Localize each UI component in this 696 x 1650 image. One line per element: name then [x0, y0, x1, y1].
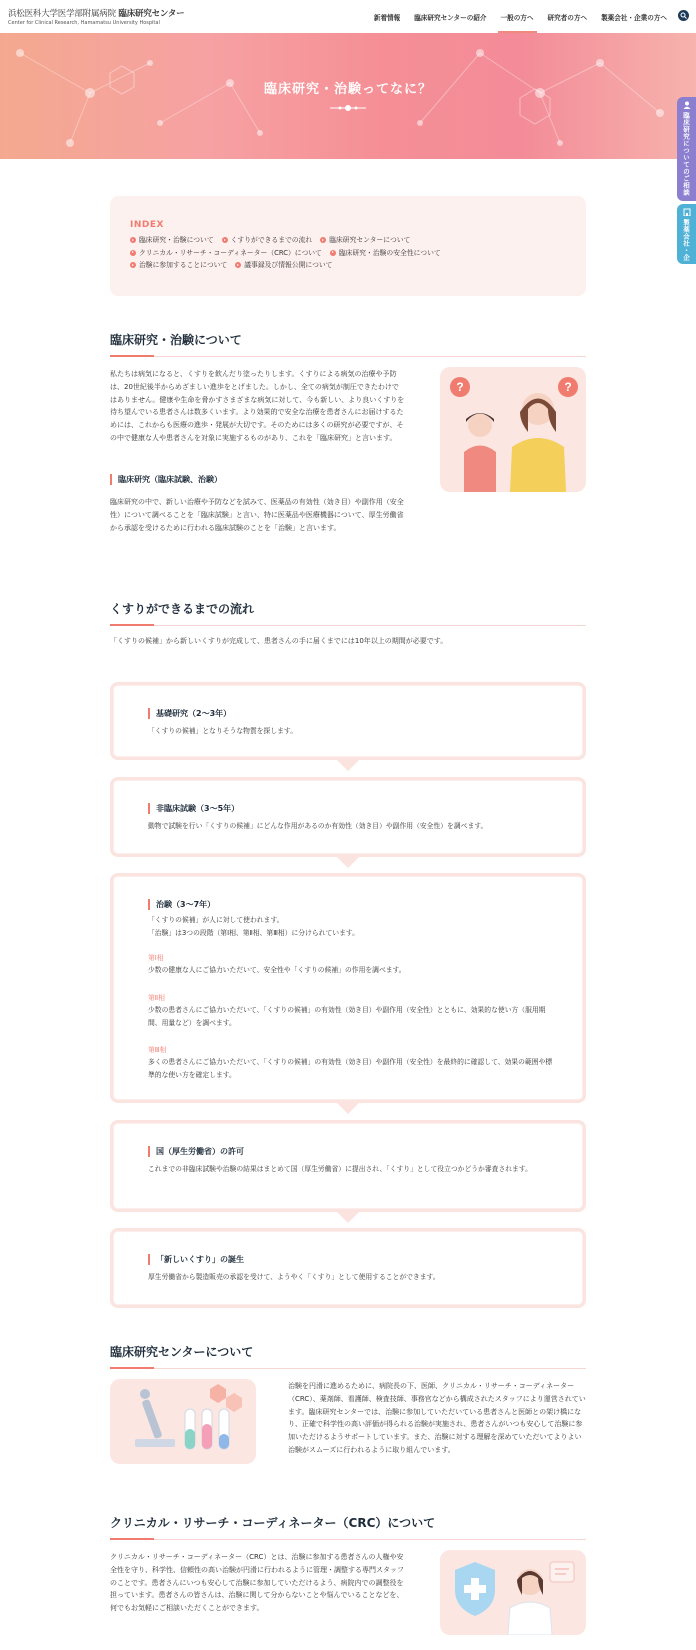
flow-step-nonclinical	[110, 777, 586, 857]
flow-step-title: 「新しいくすり」の誕生	[148, 1254, 244, 1265]
flow-step-text: 動物で試験を行い「くすりの候補」にどんな作用があるのか有効性（効き目）や副作用（安全性）を調べます。	[148, 822, 488, 830]
search-button[interactable]	[678, 10, 689, 21]
flow-arrow-icon	[337, 760, 359, 771]
global-nav	[367, 12, 674, 33]
flow-step-text: これまでの非臨床試験や治験の結果はまとめて国（厚生労働省）に提出され、「くすり」として役立つかどうか審査されます。	[148, 1165, 532, 1173]
flow-arrow-icon	[337, 1103, 359, 1114]
svg-text:?: ?	[456, 380, 464, 394]
page-hero	[0, 33, 696, 159]
logo-center-name: 臨床研究センター	[118, 9, 185, 19]
flow-arrow-icon	[337, 857, 359, 868]
side-tab-companies[interactable]	[677, 204, 696, 264]
section2-intro: 「くすりの候補」から新しいくすりが完成して、患者さんの手に届くまでには10年以上の期間が必要です。	[110, 637, 448, 645]
flow-step-title: 基礎研究（2〜3年）	[148, 708, 231, 719]
side-tab-companies-label: 製薬会社・企	[682, 219, 690, 261]
crc-staff-illustration	[440, 1550, 586, 1635]
arrow-icon	[330, 250, 336, 256]
nav-researchers[interactable]: 研究者の方へ	[547, 14, 588, 22]
building-icon	[683, 208, 691, 216]
index-link[interactable]: くすりができるまでの流れ	[222, 234, 313, 247]
illustration-questioning-people	[440, 367, 586, 492]
phase-text: 少数の健康な人にご協力いただいて、安全性や「くすりの候補」の作用を調べます。	[148, 966, 406, 974]
flow-step-text: 「くすりの候補」となりそうな物質を探します。	[148, 727, 297, 735]
nav-companies[interactable]: 製薬会社・企業の方へ	[601, 14, 667, 22]
person-icon	[683, 101, 691, 109]
flow-step-basic-research	[110, 682, 586, 760]
section1-subheading: 臨床研究（臨床試験、治験）	[110, 474, 222, 485]
section4-body: クリニカル・リサーチ・コーディネーター（CRC）とは、治験に参加する患者さんの人権や安全性を守り、科学性、信頼性の高い治験が円滑に行われるように管理・調整する専門スタッフのことです。患者さんにいつも安心して治験に参加していただけるよう、病院内での調整役を担っています。患者さんの皆さんは、治験に関して分からないことや悩んでいることなどを、何でもお気軽にご相談いただくことができます。	[110, 1553, 404, 1613]
flow-step-title: 非臨床試験（3〜5年）	[148, 803, 239, 814]
phase-text: 多くの患者さんにご協力いただいて、「くすりの候補」の有効性（効き目）や副作用（安全性）を最終的に確認して、効果の範囲や標準的な使い方を確定します。	[148, 1058, 553, 1079]
index-link[interactable]: 臨床研究・治験の安全性について	[330, 247, 441, 260]
index-box	[110, 196, 586, 296]
side-tab-consultation[interactable]	[677, 97, 696, 201]
index-link[interactable]: クリニカル・リサーチ・コーディネーター（CRC）について	[130, 247, 322, 260]
section1-body: 私たちは病気になると、くすりを飲んだり塗ったりします。くすりによる病気の治療や予防は、20世紀後半からめざましい進歩をとげました。しかし、全ての病気が制圧できたわけではありません。健康や生命を脅かすさまざまな病気に対して、今も新しい、より良いくすりを待ち望んでいる患者さんは数多くいます。より効果的で安全な治療を患者さんにお届けするためには、これからも医療の進歩・発展が大切です。そのためには多くの研究が必要ですが、その中で健康な人や患者さんを対象に実施するものがあり、これを「臨床研究」と言います。	[110, 370, 405, 442]
arrow-icon	[130, 237, 136, 243]
site-logo[interactable]	[8, 7, 184, 26]
arrow-icon	[320, 237, 326, 243]
logo-english-name: Center for Clinical Research, Hamamatsu University Hospital	[8, 20, 160, 26]
flow-step-title: 国（厚生労働省）の許可	[148, 1146, 244, 1157]
flow-step-new-drug	[110, 1228, 586, 1308]
flow-step-text: 「治験」は3つの段階（第Ⅰ相、第Ⅱ相、第Ⅲ相）に分けられています。	[148, 929, 359, 937]
site-header	[0, 0, 696, 33]
nav-about-center[interactable]: 臨床研究センターの紹介	[414, 14, 487, 22]
arrow-icon	[130, 262, 136, 268]
people-illustration	[440, 367, 586, 492]
section-heading-center: 臨床研究センターについて	[110, 1343, 586, 1369]
nav-general-public[interactable]: 一般の方へ	[494, 12, 541, 33]
arrow-icon	[130, 250, 136, 256]
title-divider-icon	[330, 104, 366, 112]
flow-step-approval	[110, 1120, 586, 1212]
flow-step-text: 「くすりの候補」が人に対して使われます。	[148, 916, 284, 924]
index-link[interactable]: 議事録及び情報公開について	[235, 259, 332, 272]
index-list	[130, 234, 510, 272]
svg-text:?: ?	[564, 380, 572, 394]
index-title: INDEX	[130, 220, 164, 230]
section1-sub-body: 臨床研究の中で、新しい治療や予防などを試みて、医薬品の有効性（効き目）や副作用（安全性）について調べることを「臨床試験」と言い、特に医薬品や医療機器について、厚生労働省から承認を受けるために行われる臨床試験のことを「治験」と言います。	[110, 498, 404, 532]
microscope-icon	[110, 1379, 256, 1464]
search-icon	[680, 12, 687, 19]
phase-text: 少数の患者さんにご協力いただいて、「くすりの候補」の有効性（効き目）や副作用（安全性）とともに、効果的な使い方（服用期間、用量など）を調べます。	[148, 1006, 546, 1027]
illustration-lab-equipment	[110, 1379, 256, 1464]
flow-step-clinical-trial	[110, 873, 586, 1103]
index-link[interactable]: 治験に参加することについて	[130, 259, 227, 272]
section-heading-crc: クリニカル・リサーチ・コーディネーター（CRC）について	[110, 1514, 586, 1540]
phase-label: 第Ⅱ相	[148, 994, 165, 1002]
section-heading-clinical-research: 臨床研究・治験について	[110, 331, 586, 357]
logo-hospital-name: 浜松医科大学医学部附属病院	[8, 9, 116, 19]
section3-body: 治験を円滑に進めるために、病院長の下、医師、クリニカル・リサーチ・コーディネーター（CRC）、薬剤師、看護師、検査技師、事務官などから構成されたスタッフにより運営されています。臨床研究センターでは、治験に参加していただいている患者さんと医師との架け橋になり、正確で科学性の高い評価が得られる治験が実施され、患者さんがいつも安心して治験に参加いただけるようサポートしています。また、治験に対する理解を深めていただいてよりよい治験がスムーズに行われるように取り組んでいます。	[288, 1382, 586, 1454]
side-tab-consultation-label: 臨床研究についてのご相談	[682, 112, 690, 196]
flow-step-title: 治験（3〜7年）	[148, 899, 215, 910]
page-title: 臨床研究・治験ってなに？	[263, 82, 432, 97]
index-link[interactable]: 臨床研究・治験について	[130, 234, 214, 247]
phase-label: 第Ⅲ相	[148, 1046, 167, 1054]
phase-label: 第Ⅰ相	[148, 954, 164, 962]
arrow-icon	[222, 237, 228, 243]
illustration-crc-staff	[440, 1550, 586, 1635]
flow-arrow-icon	[337, 1212, 359, 1223]
arrow-icon	[235, 262, 241, 268]
flow-step-text: 厚生労働省から製造販売の承認を受けて、ようやく「くすり」として使用することができます。	[148, 1273, 440, 1281]
section-heading-drug-flow: くすりができるまでの流れ	[110, 600, 586, 626]
index-link[interactable]: 臨床研究センターについて	[320, 234, 410, 247]
nav-news[interactable]: 新着情報	[373, 14, 401, 22]
